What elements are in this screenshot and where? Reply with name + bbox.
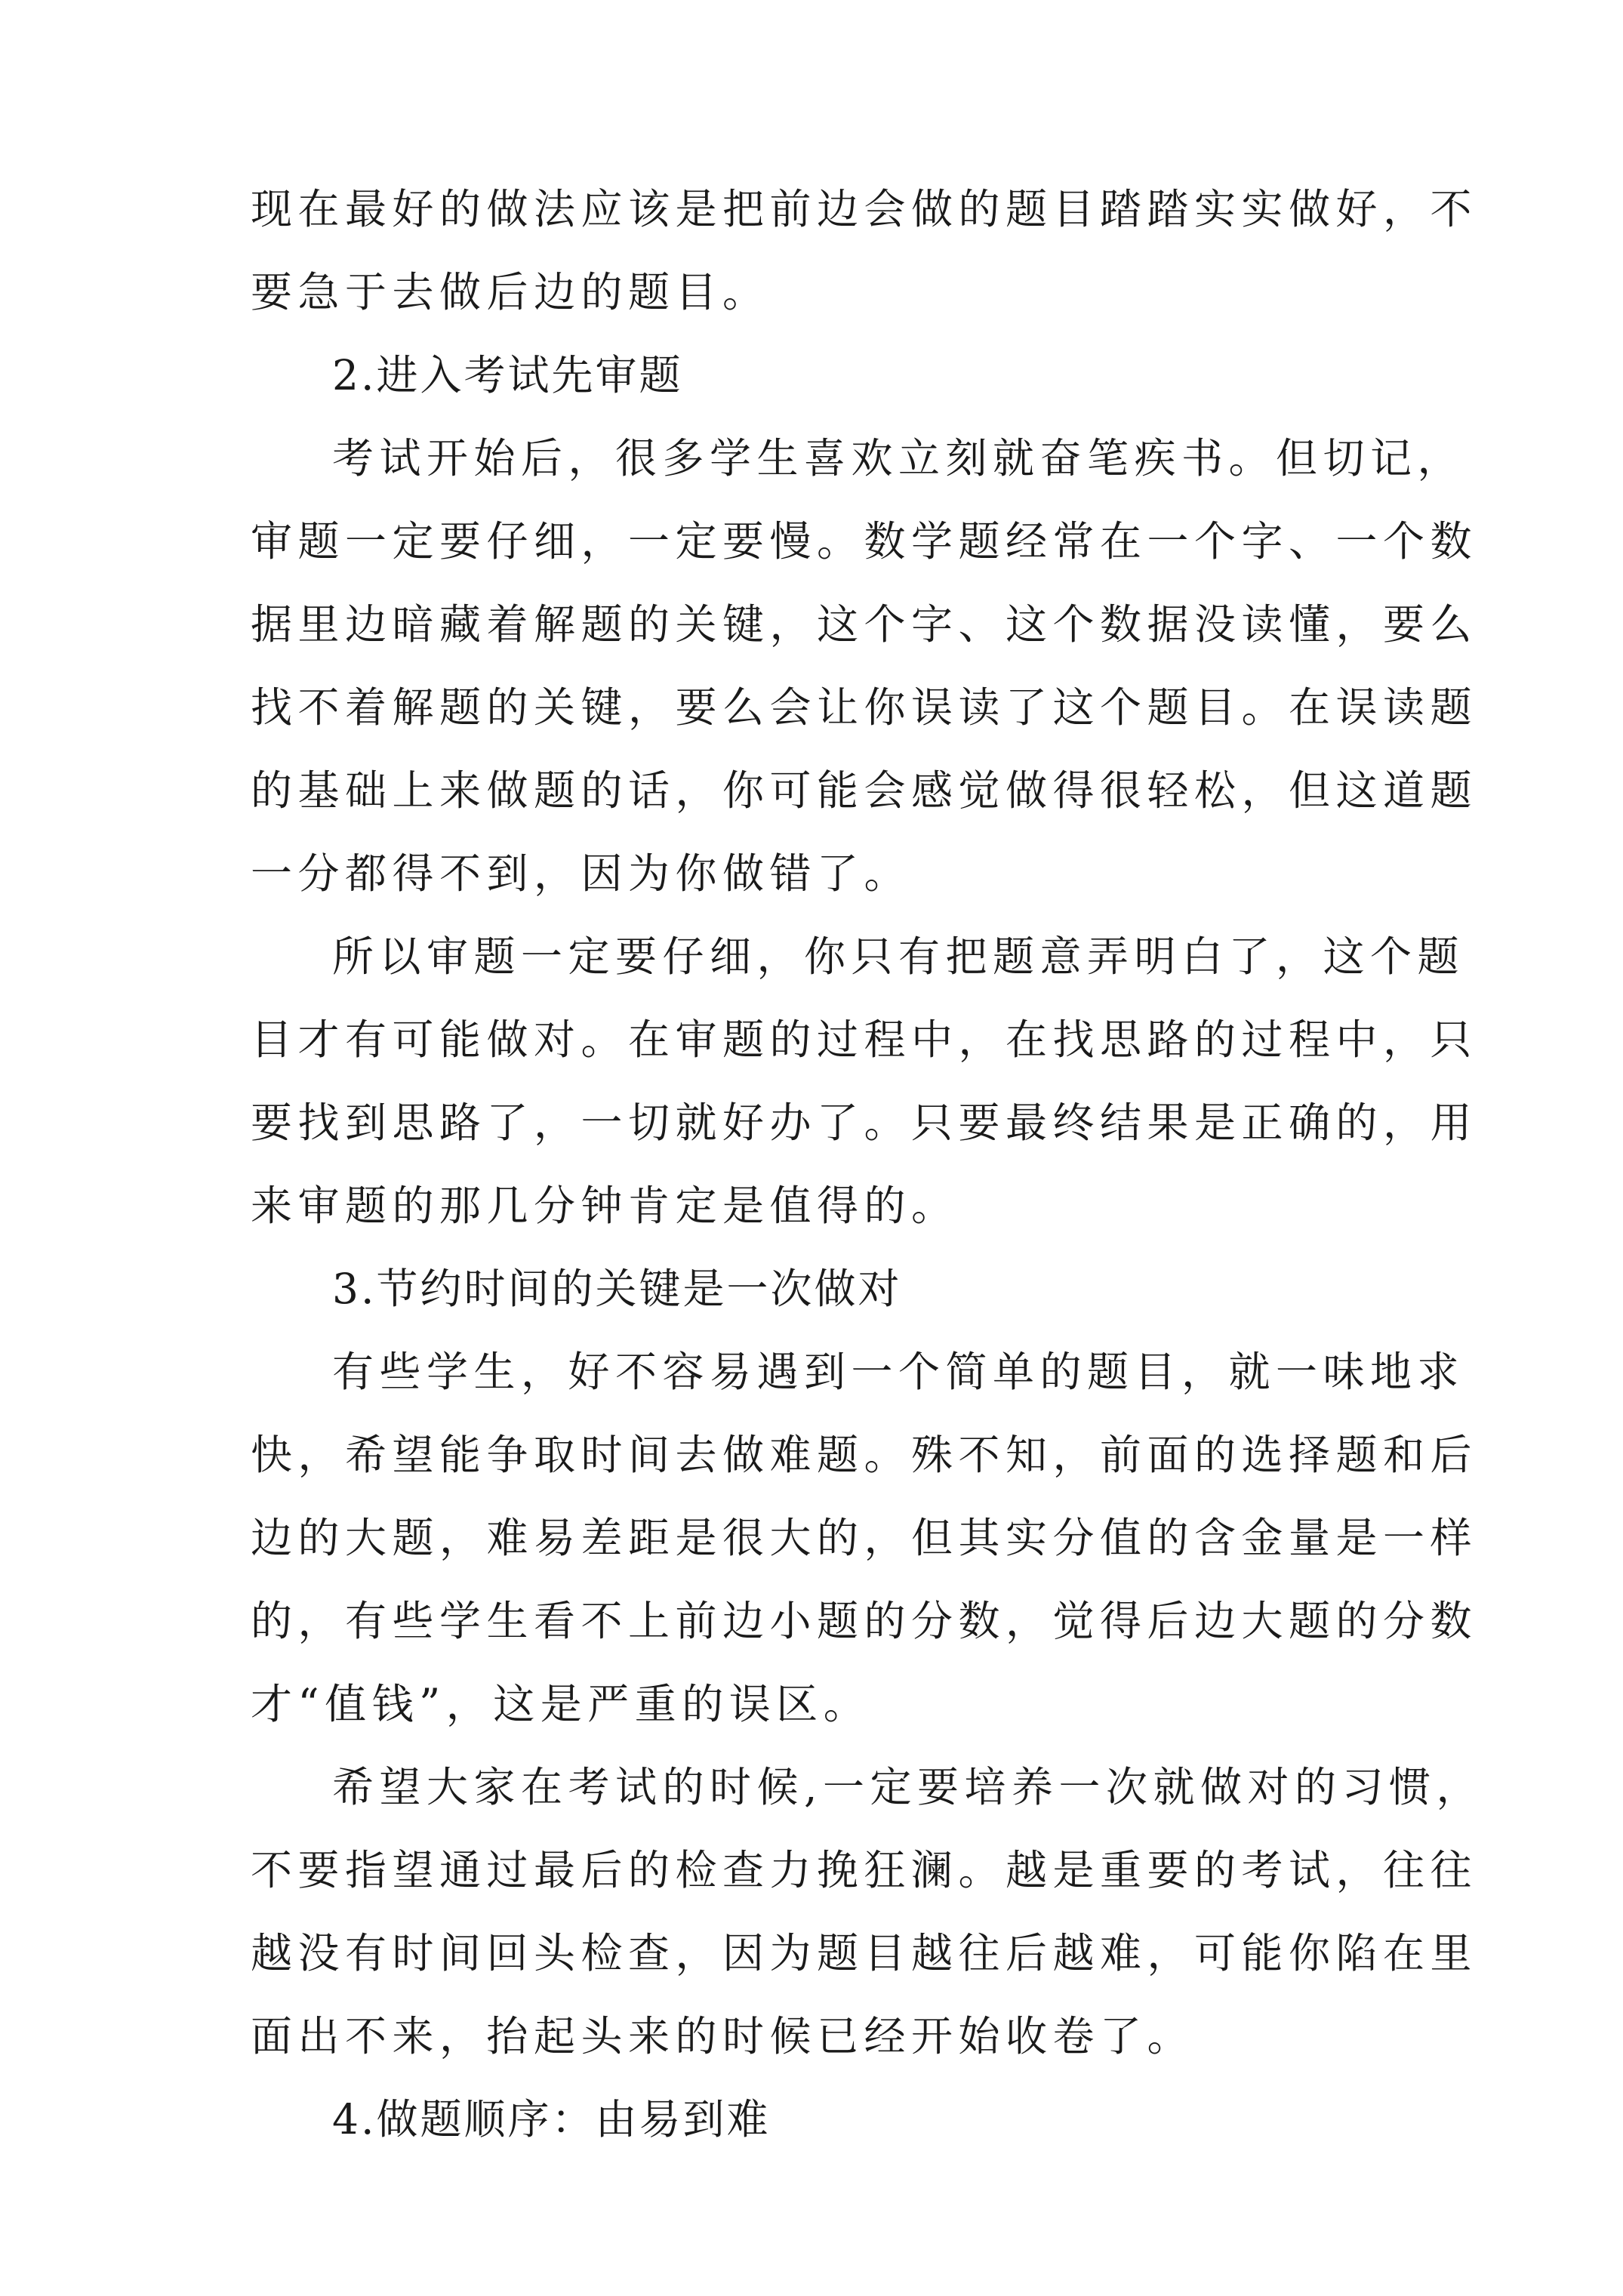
body-text-line: 现在最好的做法应该是把前边会做的题目踏踏实实做好，不 [251,185,1478,233]
body-text-line: 来审题的那几分钟肯定是值得的。 [251,1182,959,1230]
body-text-line: 不要指望通过最后的检查力挽狂澜。越是重要的考试，往往 [251,1846,1478,1894]
section-heading: 2.进入考试先审题 [332,351,683,399]
body-text-line: 审题一定要仔细，一定要慢。数学题经常在一个字、一个数 [251,517,1478,566]
body-text-line: 所以审题一定要仔细，你只有把题意弄明白了，这个题 [332,932,1465,981]
body-text-line: 一分都得不到，因为你做错了。 [251,849,912,898]
body-text-line: 希望大家在考试的时候,一定要培养一次就做对的习惯， [332,1763,1483,1811]
body-text-line: 快，希望能争取时间去做难题。殊不知，前面的选择题和后 [251,1431,1478,1479]
body-text-line: 才“值钱”，这是严重的误区。 [251,1680,871,1728]
body-text-line: 有些学生，好不容易遇到一个简单的题目，就一味地求 [332,1348,1465,1396]
body-text-line: 据里边暗藏着解题的关键，这个字、这个数据没读懂，要么 [251,600,1478,649]
body-text-line: 面出不来，抬起头来的时候已经开始收卷了。 [251,2012,1195,2060]
body-text-line: 边的大题，难易差距是很大的，但其实分值的含金量是一样 [251,1514,1478,1562]
section-heading: 4.做题顺序：由易到难 [332,2095,771,2143]
body-text-line: 的，有些学生看不上前边小题的分数，觉得后边大题的分数 [251,1597,1478,1645]
body-text-line: 考试开始后，很多学生喜欢立刻就奋笔疾书。但切记， [332,434,1465,482]
body-text-line: 要找到思路了，一切就好办了。只要最终结果是正确的，用 [251,1099,1478,1147]
body-text-line: 要急于去做后边的题目。 [251,268,770,316]
body-text-line: 的基础上来做题的话，你可能会感觉做得很轻松，但这道题 [251,766,1478,815]
body-text-line: 目才有可能做对。在审题的过程中，在找思路的过程中，只 [251,1015,1478,1064]
body-text-line: 找不着解题的关键，要么会让你误读了这个题目。在误读题 [251,683,1478,732]
section-heading: 3.节约时间的关键是一次做对 [332,1265,902,1313]
body-text-line: 越没有时间回头检查，因为题目越往后越难，可能你陷在里 [251,1929,1478,1977]
